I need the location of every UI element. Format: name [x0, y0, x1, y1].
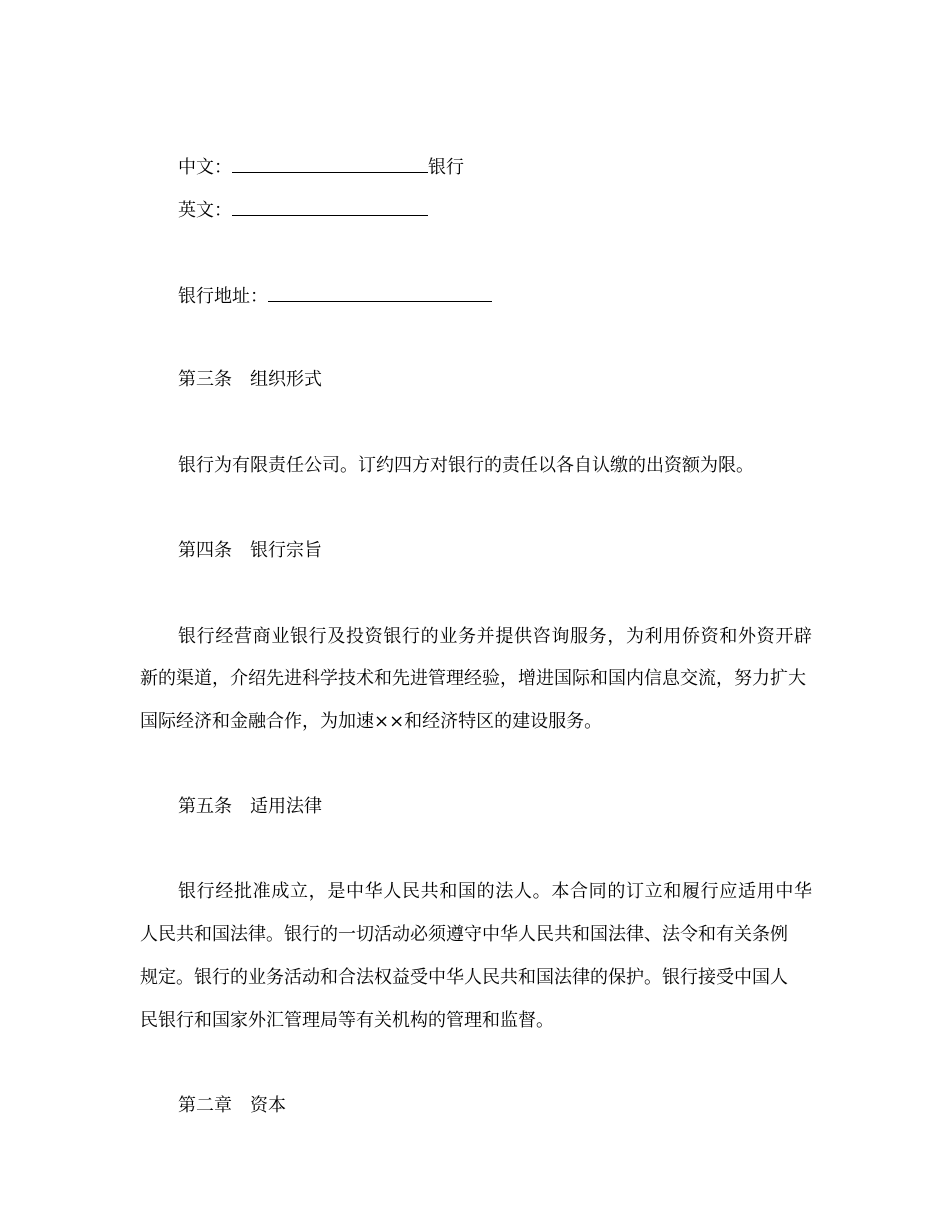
address-blank [268, 284, 492, 302]
chapter-2-heading: 第二章 资本 [178, 1095, 286, 1116]
article-4-heading: 第四条 银行宗旨 [178, 540, 322, 561]
article-5-line-1: 银行经批准成立，是中华人民共和国的法人。本合同的订立和履行应适用中华 [178, 881, 813, 902]
chinese-name-label: 中文： [178, 157, 232, 178]
article-5-line-3: 规定。银行的业务活动和合法权益受中华人民共和国法律的保护。银行接受中国人 [140, 967, 788, 988]
article-4-line-3: 国际经济和金融合作，为加速××和经济特区的建设服务。 [140, 711, 603, 732]
chinese-name-blank [232, 155, 428, 173]
article-4-line-2: 新的渠道，介绍先进科学技术和先进管理经验，增进国际和国内信息交流，努力扩大 [140, 668, 806, 689]
article-3-heading: 第三条 组织形式 [178, 369, 322, 390]
english-name-blank [232, 198, 428, 216]
address-field [178, 284, 492, 308]
chinese-name-suffix: 银行 [428, 157, 464, 178]
english-name-label: 英文： [178, 200, 232, 221]
article-5-line-4: 民银行和国家外汇管理局等有关机构的管理和监督。 [140, 1010, 554, 1031]
article-4-line-1: 银行经营商业银行及投资银行的业务并提供咨询服务，为利用侨资和外资开辟 [178, 626, 813, 647]
english-name-field [178, 198, 428, 222]
article-5-heading: 第五条 适用法律 [178, 796, 322, 817]
article-3-text: 银行为有限责任公司。订约四方对银行的责任以各自认缴的出资额为限。 [178, 455, 754, 476]
article-5-line-2: 人民共和国法律。银行的一切活动必须遵守中华人民共和国法律、法令和有关条例 [140, 924, 788, 945]
chinese-name-field [178, 155, 464, 179]
address-label: 银行地址： [178, 286, 268, 307]
